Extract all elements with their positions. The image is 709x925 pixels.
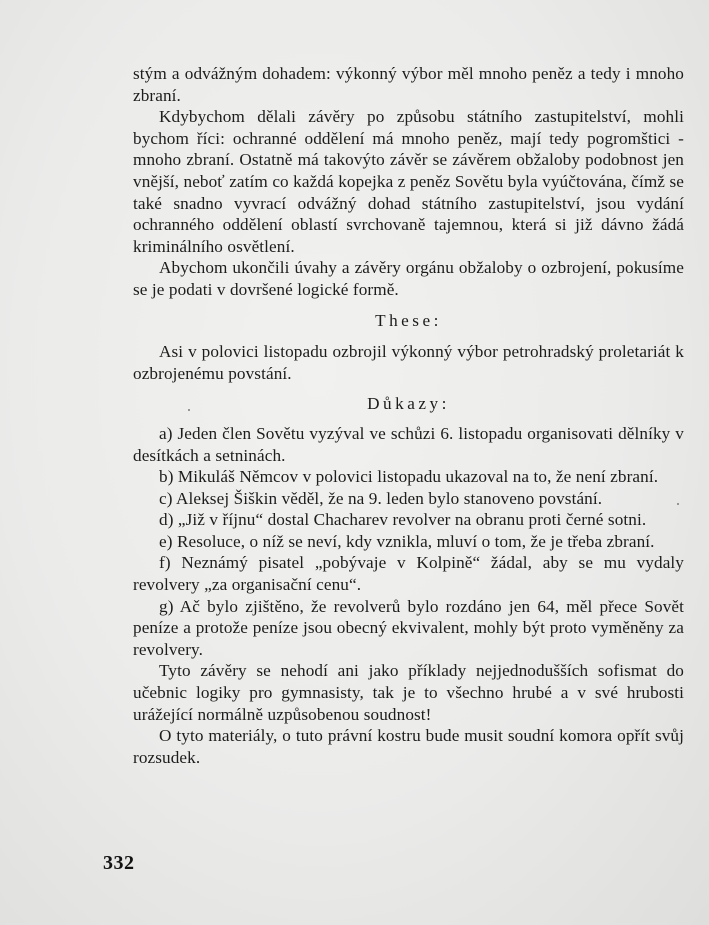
- proof-item-b: b) Mikuláš Němcov v polovici listopadu ukazoval na to, že není zbraní.: [159, 467, 659, 487]
- proof-item-a: a) Jeden člen Sovětu vyzýval ve schůzi 6. listopadu organisovati dělníky v desítkách a setninách.: [133, 423, 684, 465]
- proof-item-f: f) Neznámý pisatel „pobývaje v Kolpině“ žádal, aby se mu vydaly revolvery „za organisační cenu“.: [133, 553, 684, 595]
- page-number: 332: [103, 852, 135, 874]
- paper-speck: [677, 503, 679, 505]
- paragraph-continuation: stým a odvážným dohadem: výkonný výbor měl mnoho peněz a tedy i mnoho zbraní.: [133, 64, 684, 105]
- proof-item-d: d) „Již v říjnu“ dostal Chacharev revolver na obranu proti černé sotni.: [159, 510, 647, 530]
- these-paragraph: Asi v polovici listopadu ozbrojil výkonný výbor petrohradský proletariát k ozbrojenému povstání.: [133, 342, 684, 383]
- proof-item-c: c) Aleksej Šiškin věděl, že na 9. leden bylo stanoveno povstání.: [159, 488, 603, 508]
- proof-item-e: e) Resoluce, o níž se neví, kdy vznikla, mluví o tom, že je třeba zbraní.: [159, 531, 655, 551]
- paragraph-verdict: O tyto materiály, o tuto právní kostru bude musit soudní komora opřít svůj rozsudek.: [133, 726, 684, 767]
- these-heading: These:: [375, 310, 442, 330]
- dukazy-heading: Důkazy:: [367, 394, 450, 414]
- paragraph-state-prosecution: Kdybychom dělali závěry po způsobu státního zastupitelství, mohli bychom říci: ochranné oddělení má mnoho peněz, mají tedy pogromštici - mnoho zbraní. Ostatně má takovýto závěr se závěrem obžaloby podobnost jen vnější, neboť zatím co každá kopejka z peněz Sovětu byla vyúčtována, čímž se také snadno vyvrací odvážný dohad státního zastupitelství, jsou vydání ochranného oddělení oblastí svrchovaně tajemnou, která si již dávno žádá kriminálního osvětlení.: [133, 107, 684, 256]
- page-text-block: [133, 63, 684, 768]
- proof-item-g: g) Ač bylo zjištěno, že revolverů bylo rozdáno jen 64, měl přece Sovět peníze a protože peníze jsou obecný ekvivalent, mohly být proto vyměněny za revolvery.: [133, 596, 684, 659]
- paragraph-logical-form: Abychom ukončili úvahy a závěry orgánu obžaloby o ozbrojení, pokusíme se je podati v dovršené logické formě.: [133, 258, 684, 299]
- paper-speck: [188, 409, 190, 411]
- paragraph-sophisms: Tyto závěry se nehodí ani jako příklady nejjednodušších sofismat do učebnic logiky pro gymnasisty, tak je to všechno hrubé a v své hrubosti urážející normálně uzpůsobenou soudnost!: [133, 661, 684, 724]
